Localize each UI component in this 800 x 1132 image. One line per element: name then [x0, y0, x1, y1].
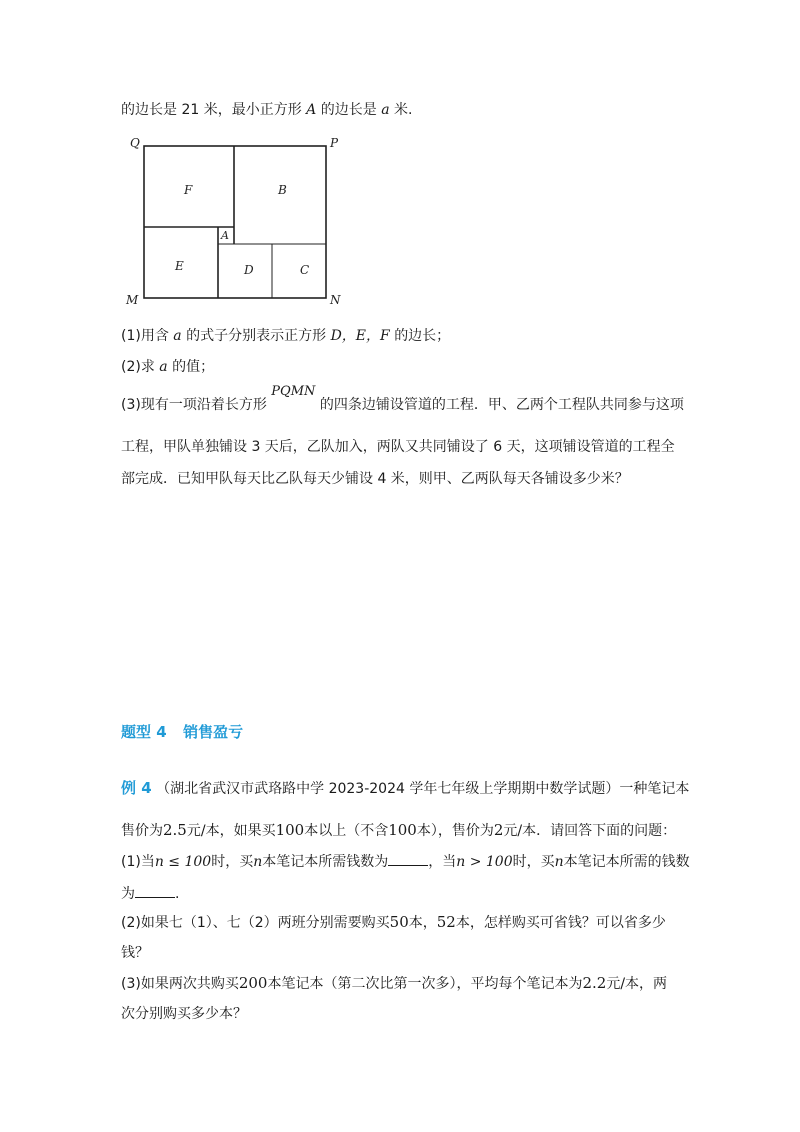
section-heading — [121, 722, 243, 743]
answer-blank-1[interactable] — [388, 853, 428, 866]
q1-vars: D，E，F — [330, 328, 390, 344]
p1-text-4: ，当 — [428, 854, 457, 870]
question-3-line-3: 部完成．已知甲队每天比乙队每天少铺设 4 米，则甲、乙两队每天各铺设多少米？ — [121, 471, 629, 487]
label-F: F — [184, 183, 193, 197]
question-1 — [121, 326, 450, 346]
value-2: 2 — [493, 821, 504, 839]
q1-text-1: (1)用含 — [121, 328, 169, 344]
value-200: 200 — [238, 974, 268, 992]
part-3-line-2: 次分别购买多少本？ — [121, 1006, 247, 1022]
p2-text-3: 本，怎样购买可省钱？可以省多少 — [455, 915, 666, 931]
example-line-2 — [121, 820, 676, 841]
example-source: （湖北省武汉市武珞路中学 2023-2024 学年七年级上学期期中数学试题）一种笔记本 — [156, 781, 690, 797]
part-1-line-1 — [121, 852, 690, 872]
value-2-5: 2.5 — [163, 821, 187, 839]
q1-var-a: a — [173, 328, 182, 344]
squares-figure — [122, 132, 352, 308]
p3-text-3: 元/本，两 — [606, 976, 668, 992]
question-3-line-2: 工程，甲队单独铺设 3 天后，乙队加入，两队又共同铺设了 6 天，这项铺设管道的工程全 — [121, 439, 675, 455]
label-E: E — [175, 259, 184, 273]
p2-text-1: (2)如果七（1）、七（2）两班分别需要购买 — [121, 915, 390, 931]
p1-text-8: . — [175, 886, 180, 902]
question-2 — [121, 357, 214, 377]
intro-text-3: 米. — [394, 102, 413, 118]
answer-blank-2[interactable] — [135, 885, 175, 898]
var-A: A — [306, 102, 317, 118]
question-3-line-1 — [121, 384, 684, 416]
part-2-line-2: 钱？ — [121, 945, 149, 961]
p1-condition-2: n > 100 — [456, 854, 513, 870]
section-label: 题型 4 — [121, 723, 167, 741]
ex-text-a: 售价为 — [121, 823, 163, 839]
ex-text-e: 元/本．请回答下面的问题： — [503, 823, 677, 839]
q3-text-2: 的四条边铺设管道的工程．甲、乙两个工程队共同参与这项 — [319, 397, 684, 413]
corner-Q: Q — [130, 136, 140, 150]
intro-text-1: 的边长是 21 米，最小正方形 — [121, 102, 302, 118]
outer-rectangle — [144, 146, 326, 298]
q3-text-1: (3)现有一项沿着长方形 — [121, 397, 267, 413]
q1-text-2: 的式子分别表示正方形 — [186, 328, 327, 344]
example-line-1 — [121, 778, 689, 799]
ex-text-b: 元/本，如果买 — [186, 823, 276, 839]
value-2-2: 2.2 — [582, 974, 607, 992]
q2-text-1: (2)求 — [121, 359, 155, 375]
p3-text-1: (3)如果两次共购买 — [121, 976, 239, 992]
p1-condition-1: n ≤ 100 — [154, 854, 212, 870]
intro-text-2: 的边长是 — [320, 102, 377, 118]
part-1-line-2 — [121, 884, 179, 904]
value-52: 52 — [436, 913, 456, 931]
label-A: A — [221, 229, 229, 242]
corner-N: N — [330, 293, 341, 307]
part-2-line-1 — [121, 912, 666, 933]
p1-text-2: 时，买 — [211, 854, 254, 870]
var-a: a — [381, 102, 390, 118]
p1-text-1: (1)当 — [121, 854, 155, 870]
ex-text-d: 本），售价为 — [416, 823, 494, 839]
q3-rect-name: PQMN — [271, 384, 316, 399]
corner-M: M — [126, 293, 139, 307]
value-50: 50 — [389, 913, 409, 931]
intro-line — [121, 100, 412, 120]
corner-P: P — [330, 136, 339, 150]
p1-text-7: 为 — [121, 886, 135, 902]
q2-var-a: a — [159, 359, 168, 375]
label-B: B — [278, 183, 287, 197]
part-3-line-1 — [121, 973, 667, 994]
p1-text-3: 本笔记本所需钱数为 — [262, 854, 389, 870]
section-title: 销售盈亏 — [183, 723, 244, 741]
value-100-b: 100 — [388, 821, 417, 839]
value-100-a: 100 — [275, 821, 305, 839]
label-D: D — [244, 263, 254, 277]
q2-text-2: 的值； — [172, 359, 215, 375]
p2-text-2: 本， — [408, 915, 437, 931]
q1-text-3: 的边长； — [394, 328, 451, 344]
example-label: 例 4 — [121, 779, 152, 797]
p1-text-6: 本笔记本所需的钱数 — [563, 854, 690, 870]
p1-text-5: 时，买 — [512, 854, 555, 870]
p1-var-n-2: n — [554, 854, 564, 870]
p3-text-2: 本笔记本（第二次比第一次多），平均每个笔记本为 — [267, 976, 583, 992]
p1-var-n-1: n — [253, 854, 263, 870]
ex-text-c: 本以上（不含 — [304, 823, 389, 839]
label-C: C — [300, 263, 310, 277]
